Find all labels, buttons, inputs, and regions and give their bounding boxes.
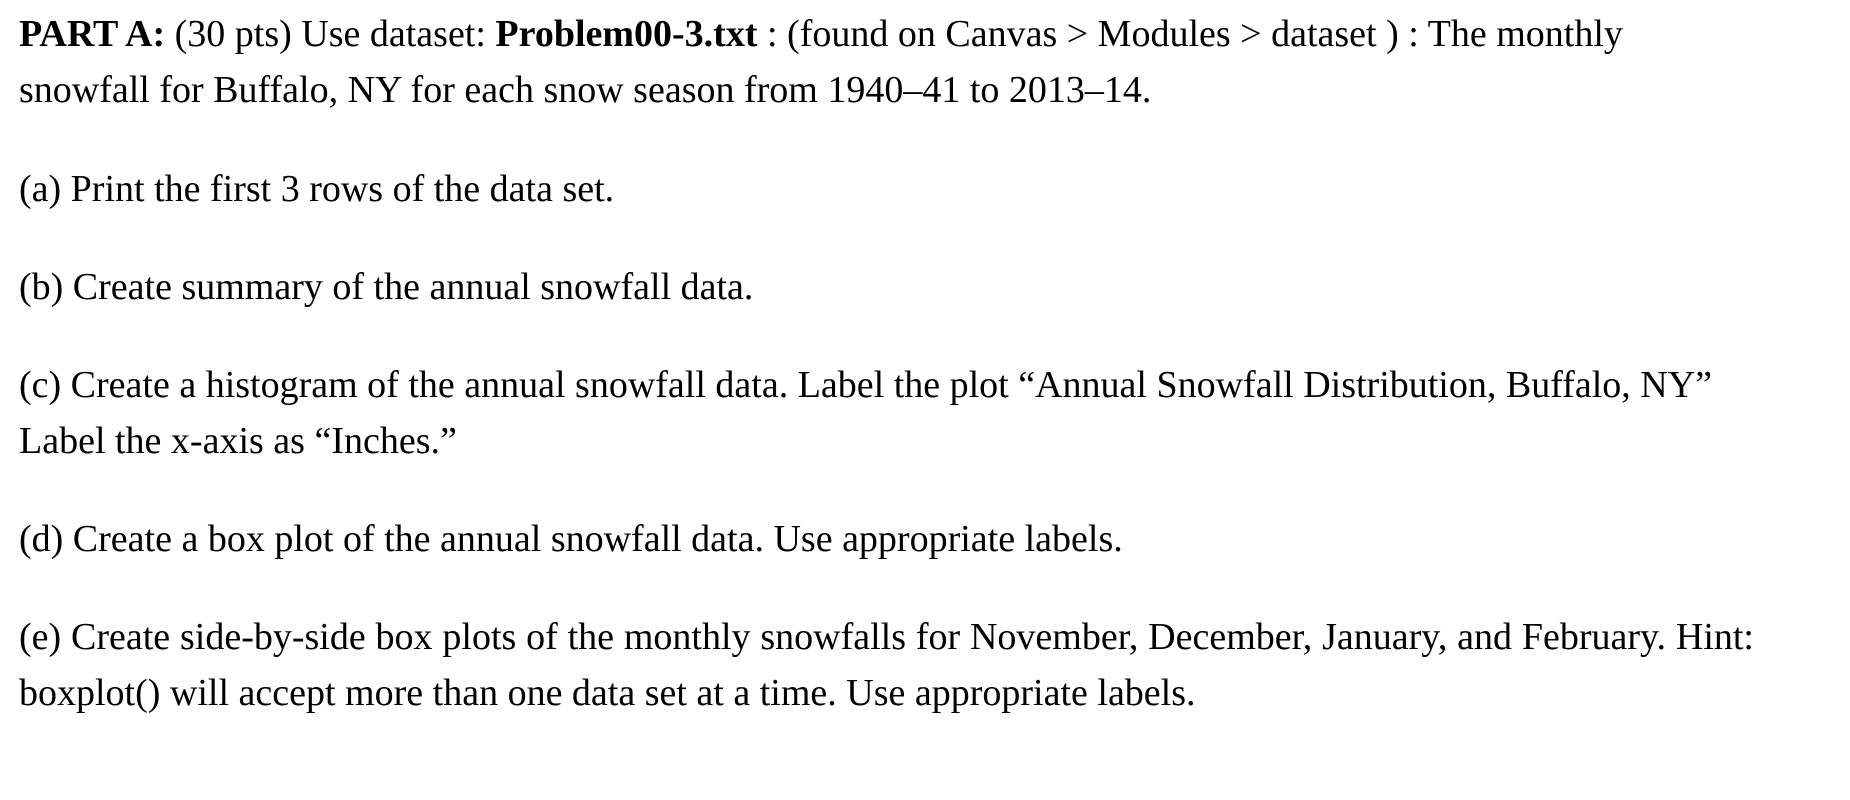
dataset-description: : (found on Canvas > Modules > dataset ) : The monthly snowfall for Buffalo, NY for each snow season from 1940–41 to 2013–14. [19,13,1623,111]
part-a-points: (30 pts) Use dataset: [174,13,496,55]
part-a-label: PART A: [19,13,166,55]
question-b: (b) Create summary of the annual snowfall data. [19,266,754,308]
dataset-name: Problem00-3.txt [495,13,758,55]
question-a: (a) Print the first 3 rows of the data set. [19,168,615,210]
question-d: (d) Create a box plot of the annual snowfall data. Use appropriate labels. [19,518,1123,560]
question-c: (c) Create a histogram of the annual snowfall data. Label the plot “Annual Snowfall Distribution, Buffalo, NY” Label the x-axis as “Inches.” [19,364,1713,462]
part-a-intro [19,6,1754,118]
question-e: (e) Create side-by-side box plots of the monthly snowfalls for November, December, January, and February. Hint: boxplot() will accept more than one data set at a time. Use appropriate labels. [19,616,1754,714]
assignment-document [19,6,1754,721]
